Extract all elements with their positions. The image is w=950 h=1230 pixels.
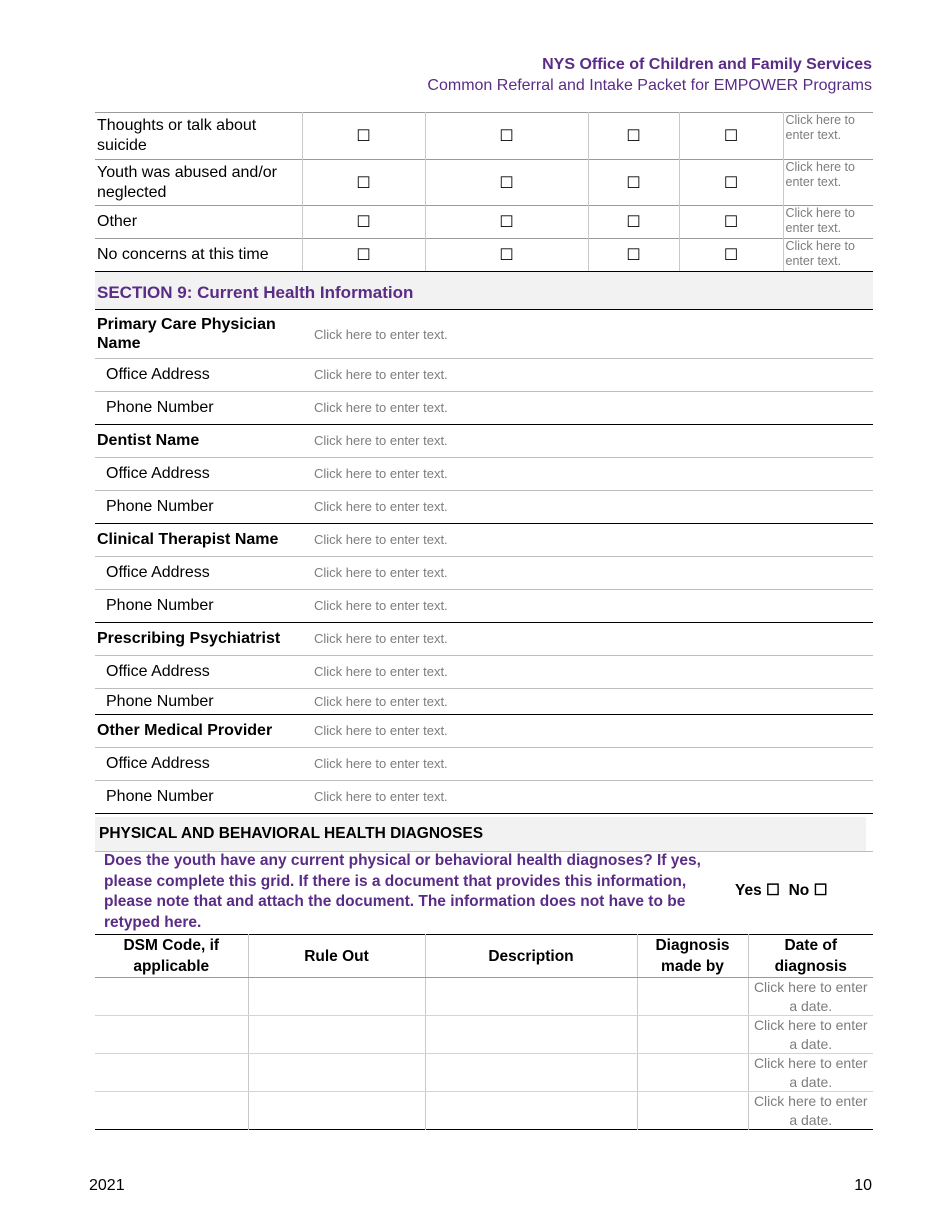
text-entry-field[interactable]: Click here to enter text. bbox=[311, 358, 873, 391]
office-address-label: Office Address bbox=[95, 655, 311, 688]
text-entry-field[interactable]: Click here to enter text. bbox=[311, 622, 873, 655]
concern-label: Youth was abused and/or neglected bbox=[95, 160, 302, 206]
page-number: 10 bbox=[854, 1177, 872, 1194]
phone-number-label: Phone Number bbox=[95, 780, 311, 813]
made-by-cell[interactable] bbox=[637, 1054, 748, 1092]
column-header: DSM Code, if applicable bbox=[95, 935, 248, 978]
office-address-row bbox=[95, 747, 873, 780]
text-entry-field[interactable]: Click here to enter text. bbox=[783, 206, 873, 239]
text-entry-field[interactable]: Click here to enter text. bbox=[783, 113, 873, 160]
text-entry-field[interactable]: Click here to enter text. bbox=[311, 311, 873, 358]
diagnoses-header bbox=[95, 817, 866, 851]
no-checkbox[interactable]: ☐ bbox=[813, 882, 828, 899]
rule-out-cell[interactable] bbox=[248, 1016, 425, 1054]
provider-name-row bbox=[95, 311, 873, 358]
provider-label: Prescribing Psychiatrist bbox=[95, 622, 311, 655]
dsm-code-cell[interactable] bbox=[95, 978, 248, 1016]
dsm-code-cell[interactable] bbox=[95, 1054, 248, 1092]
diagnoses-question: Does the youth have any current physical or behavioral health diagnoses? If yes, please complete this grid. If there is a document that provides this information, please note that and attach the document. The information does not have to be retyped here. bbox=[104, 852, 701, 931]
phone-number-label: Phone Number bbox=[95, 490, 311, 523]
office-address-row bbox=[95, 655, 873, 688]
rule-out-cell[interactable] bbox=[248, 978, 425, 1016]
checkbox[interactable]: ☐ bbox=[425, 239, 588, 272]
provider-name-row bbox=[95, 714, 873, 747]
made-by-cell[interactable] bbox=[637, 1016, 748, 1054]
concerns-table bbox=[95, 112, 873, 272]
text-entry-field[interactable]: Click here to enter text. bbox=[783, 239, 873, 272]
text-entry-field[interactable]: Click here to enter text. bbox=[311, 556, 873, 589]
office-address-row bbox=[95, 556, 873, 589]
checkbox[interactable]: ☐ bbox=[425, 113, 588, 160]
checkbox[interactable]: ☐ bbox=[679, 239, 783, 272]
checkbox[interactable]: ☐ bbox=[302, 160, 425, 206]
checkbox[interactable]: ☐ bbox=[679, 160, 783, 206]
yes-label: Yes bbox=[735, 882, 762, 899]
yes-no-choice bbox=[735, 881, 827, 900]
rule-out-cell[interactable] bbox=[248, 1054, 425, 1092]
date-picker-field[interactable]: Click here to enter a date. bbox=[748, 1054, 873, 1092]
concern-label: Thoughts or talk about suicide bbox=[95, 113, 302, 160]
checkbox[interactable]: ☐ bbox=[302, 239, 425, 272]
checkbox[interactable]: ☐ bbox=[679, 113, 783, 160]
diagnoses-header-row bbox=[95, 935, 873, 978]
section-title: SECTION 9: Current Health Information bbox=[97, 283, 414, 302]
phone-number-label: Phone Number bbox=[95, 589, 311, 622]
phone-number-row bbox=[95, 391, 873, 424]
checkbox[interactable]: ☐ bbox=[302, 113, 425, 160]
text-entry-field[interactable]: Click here to enter text. bbox=[311, 714, 873, 747]
concern-row-suicide bbox=[95, 113, 873, 160]
office-address-label: Office Address bbox=[95, 556, 311, 589]
rule-out-cell[interactable] bbox=[248, 1092, 425, 1130]
text-entry-field[interactable]: Click here to enter text. bbox=[311, 523, 873, 556]
made-by-cell[interactable] bbox=[637, 978, 748, 1016]
text-entry-field[interactable]: Click here to enter text. bbox=[311, 457, 873, 490]
diagnosis-row bbox=[95, 978, 873, 1016]
provider-label: Clinical Therapist Name bbox=[95, 523, 311, 556]
no-label: No bbox=[788, 882, 810, 899]
date-picker-field[interactable]: Click here to enter a date. bbox=[748, 1016, 873, 1054]
provider-name-row bbox=[95, 424, 873, 457]
text-entry-field[interactable]: Click here to enter text. bbox=[311, 747, 873, 780]
checkbox[interactable]: ☐ bbox=[302, 206, 425, 239]
column-header: Diagnosis made by bbox=[637, 935, 748, 978]
text-entry-field[interactable]: Click here to enter text. bbox=[783, 160, 873, 206]
provider-label: Primary Care Physician Name bbox=[95, 311, 311, 358]
concern-row-abuse bbox=[95, 160, 873, 206]
column-header: Rule Out bbox=[248, 935, 425, 978]
checkbox[interactable]: ☐ bbox=[588, 160, 679, 206]
phone-number-label: Phone Number bbox=[95, 391, 311, 424]
text-entry-field[interactable]: Click here to enter text. bbox=[311, 391, 873, 424]
date-picker-field[interactable]: Click here to enter a date. bbox=[748, 978, 873, 1016]
description-cell[interactable] bbox=[425, 1016, 637, 1054]
diagnosis-row bbox=[95, 1092, 873, 1130]
diagnoses-heading: PHYSICAL AND BEHAVIORAL HEALTH DIAGNOSES bbox=[99, 825, 484, 842]
provider-label: Dentist Name bbox=[95, 424, 311, 457]
header-subtitle: Common Referral and Intake Packet for EMPOWER Programs bbox=[427, 77, 872, 94]
header-org: NYS Office of Children and Family Services bbox=[542, 56, 872, 73]
concern-label: Other bbox=[95, 206, 302, 239]
office-address-row bbox=[95, 358, 873, 391]
phone-number-row bbox=[95, 780, 873, 813]
phone-number-row bbox=[95, 688, 873, 714]
concern-row-other bbox=[95, 206, 873, 239]
description-cell[interactable] bbox=[425, 1092, 637, 1130]
footer-year: 2021 bbox=[89, 1177, 125, 1194]
office-address-label: Office Address bbox=[95, 457, 311, 490]
checkbox[interactable]: ☐ bbox=[588, 239, 679, 272]
description-cell[interactable] bbox=[425, 1054, 637, 1092]
office-address-label: Office Address bbox=[95, 747, 311, 780]
checkbox[interactable]: ☐ bbox=[588, 206, 679, 239]
made-by-cell[interactable] bbox=[637, 1092, 748, 1130]
yes-checkbox[interactable]: ☐ bbox=[766, 882, 780, 899]
diagnoses-table bbox=[95, 934, 873, 1130]
health-providers-table bbox=[95, 311, 873, 814]
checkbox[interactable]: ☐ bbox=[588, 113, 679, 160]
dsm-code-cell[interactable] bbox=[95, 1016, 248, 1054]
column-header: Description bbox=[425, 935, 637, 978]
phone-number-row bbox=[95, 589, 873, 622]
text-entry-field[interactable]: Click here to enter text. bbox=[311, 655, 873, 688]
text-entry-field[interactable]: Click here to enter text. bbox=[311, 490, 873, 523]
dsm-code-cell[interactable] bbox=[95, 1092, 248, 1130]
checkbox[interactable]: ☐ bbox=[679, 206, 783, 239]
section-9-header bbox=[95, 272, 873, 310]
provider-name-row bbox=[95, 523, 873, 556]
checkbox[interactable]: ☐ bbox=[425, 206, 588, 239]
column-header: Date of diagnosis bbox=[748, 935, 873, 978]
phone-number-label: Phone Number bbox=[95, 688, 311, 714]
provider-label: Other Medical Provider bbox=[95, 714, 311, 747]
phone-number-row bbox=[95, 490, 873, 523]
text-entry-field[interactable]: Click here to enter text. bbox=[311, 780, 873, 813]
description-cell[interactable] bbox=[425, 978, 637, 1016]
date-picker-field[interactable]: Click here to enter a date. bbox=[753, 1093, 868, 1128]
text-entry-field[interactable]: Click here to enter text. bbox=[311, 589, 873, 622]
concern-label: No concerns at this time bbox=[95, 239, 302, 272]
provider-name-row bbox=[95, 622, 873, 655]
checkbox[interactable]: ☐ bbox=[425, 160, 588, 206]
office-address-row bbox=[95, 457, 873, 490]
text-entry-field[interactable]: Click here to enter text. bbox=[311, 424, 873, 457]
concern-row-none bbox=[95, 239, 873, 272]
diagnosis-row bbox=[95, 1016, 873, 1054]
text-entry-field[interactable]: Click here to enter text. bbox=[311, 688, 873, 714]
office-address-label: Office Address bbox=[95, 358, 311, 391]
diagnosis-row bbox=[95, 1054, 873, 1092]
